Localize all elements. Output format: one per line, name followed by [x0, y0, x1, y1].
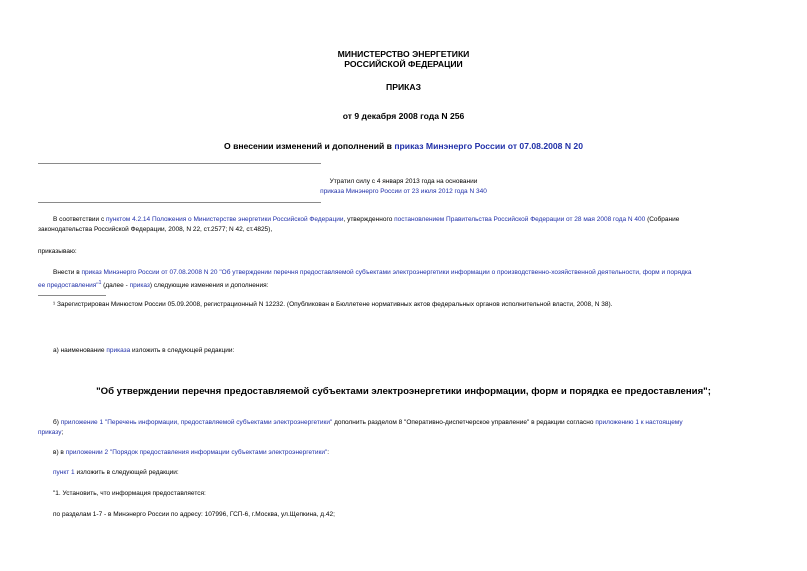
ministry-line-2: РОССИЙСКОЙ ФЕДЕРАЦИИ — [344, 59, 463, 69]
item-a-text-2: изложить в следующей редакции: — [130, 347, 235, 354]
document-title — [0, 141, 807, 151]
amend-line-2 — [38, 278, 268, 291]
order-20-title-link[interactable]: "Об утверждении перечня предоставляемой субъектами электроэнергетики информации о производственно-хозяйственной деятельности, форм и порядка — [219, 269, 692, 276]
preamble-line-2: законодательства Российской Федерации, 2008, N 22, ст.2577; N 42, ст.4825), — [38, 226, 273, 233]
government-decree-link[interactable]: постановлением Правительства Российской Федерации от 28 мая 2008 года N 400 — [394, 216, 646, 223]
order-20-link[interactable]: приказ Минэнерго России от 07.08.2008 N 20 — [81, 269, 218, 276]
footnote-divider — [38, 295, 106, 296]
item-v-text-1: в) в — [53, 449, 66, 456]
punkt-1-link[interactable]: пункт 1 — [53, 469, 75, 476]
status-link-line — [0, 187, 807, 197]
amend-line-1 — [53, 268, 771, 278]
repeal-order-link[interactable]: приказа Минэнерго России от 23 июля 2012 года N 340 — [320, 188, 487, 195]
item-v — [53, 448, 329, 458]
document-type: ПРИКАЗ — [386, 82, 421, 92]
item-b-line-1 — [53, 418, 771, 428]
punkt-1-line — [53, 468, 179, 478]
preamble-text-2: , утвержденного — [343, 216, 395, 223]
item-a-text-1: а) наименование — [53, 347, 107, 354]
title-text: О внесении изменений и дополнений в — [224, 141, 395, 151]
item-b-text-2: дополнить разделом 8 "Оперативно-диспетчерское управление" в редакции согласно — [332, 419, 596, 426]
punkt-1-text: изложить в следующей редакции: — [74, 469, 179, 476]
status-line: Утратил силу с 4 января 2013 года на основании — [329, 178, 478, 185]
footnote-marker[interactable]: 1 — [98, 280, 102, 286]
order-short-link[interactable]: приказ — [129, 282, 150, 290]
appendix-2-link[interactable]: приложении 2 "Порядок предоставления информации субъектами электроэнергетики" — [65, 449, 328, 456]
item-a-order-link[interactable]: приказа — [106, 347, 131, 354]
item-a — [53, 346, 234, 356]
order-20-title-link-cont[interactable]: ее предоставления" — [38, 282, 99, 290]
title-order-link[interactable]: приказ Минэнерго России от 07.08.2008 N 20 — [394, 141, 583, 151]
item-v-text-2: : — [327, 449, 330, 456]
item-b-line-2 — [38, 428, 63, 438]
preamble-line-1 — [53, 215, 771, 225]
document-date-number: от 9 декабря 2008 года N 256 — [342, 111, 465, 121]
order-word: приказываю: — [38, 248, 77, 255]
footnote: ¹ Зарегистрирован Минюстом России 05.09.2008, регистрационный N 12232. (Опубликован в Бюллетене нормативных актов федеральных органов исполнительной власти, 2008, N 38). — [53, 301, 613, 308]
this-order-link[interactable]: приказу — [38, 429, 62, 436]
amend-text-4: ) следующие изменения и дополнения: — [149, 282, 269, 290]
quote-line-2: по разделам 1-7 - в Минэнерго России по адресу: 107996, ГСП-6, г.Москва, ул.Щепкина, д.42; — [53, 511, 335, 518]
quote-line-1: "1. Установить, что информация предоставляется: — [53, 490, 206, 497]
divider-top — [38, 163, 321, 164]
divider-bottom — [38, 202, 321, 203]
appendix-1-link[interactable]: приложение 1 "Перечень информации, предоставляемой субъектами электроэнергетики" — [60, 419, 333, 426]
regulation-link[interactable]: пунктом 4.2.14 Положения о Министерстве энергетики Российской Федерации — [106, 216, 344, 223]
item-b-text-1: б) — [53, 419, 61, 426]
amend-text-3: (далее - — [101, 282, 130, 290]
preamble-text-1: В соответствии с — [53, 216, 107, 223]
preamble-text-3: (Собрание — [645, 216, 680, 223]
ministry-line-1: МИНИСТЕРСТВО ЭНЕРГЕТИКИ — [337, 49, 470, 59]
item-b-text-3: ; — [61, 429, 64, 436]
new-order-title: "Об утверждении перечня предоставляемой субъектами электроэнергетики информации, форм и порядка ее предоставления"; — [96, 386, 711, 397]
amend-text-1: Внести в — [53, 269, 82, 276]
appendix-1-new-link[interactable]: приложению 1 к настоящему — [595, 419, 683, 426]
